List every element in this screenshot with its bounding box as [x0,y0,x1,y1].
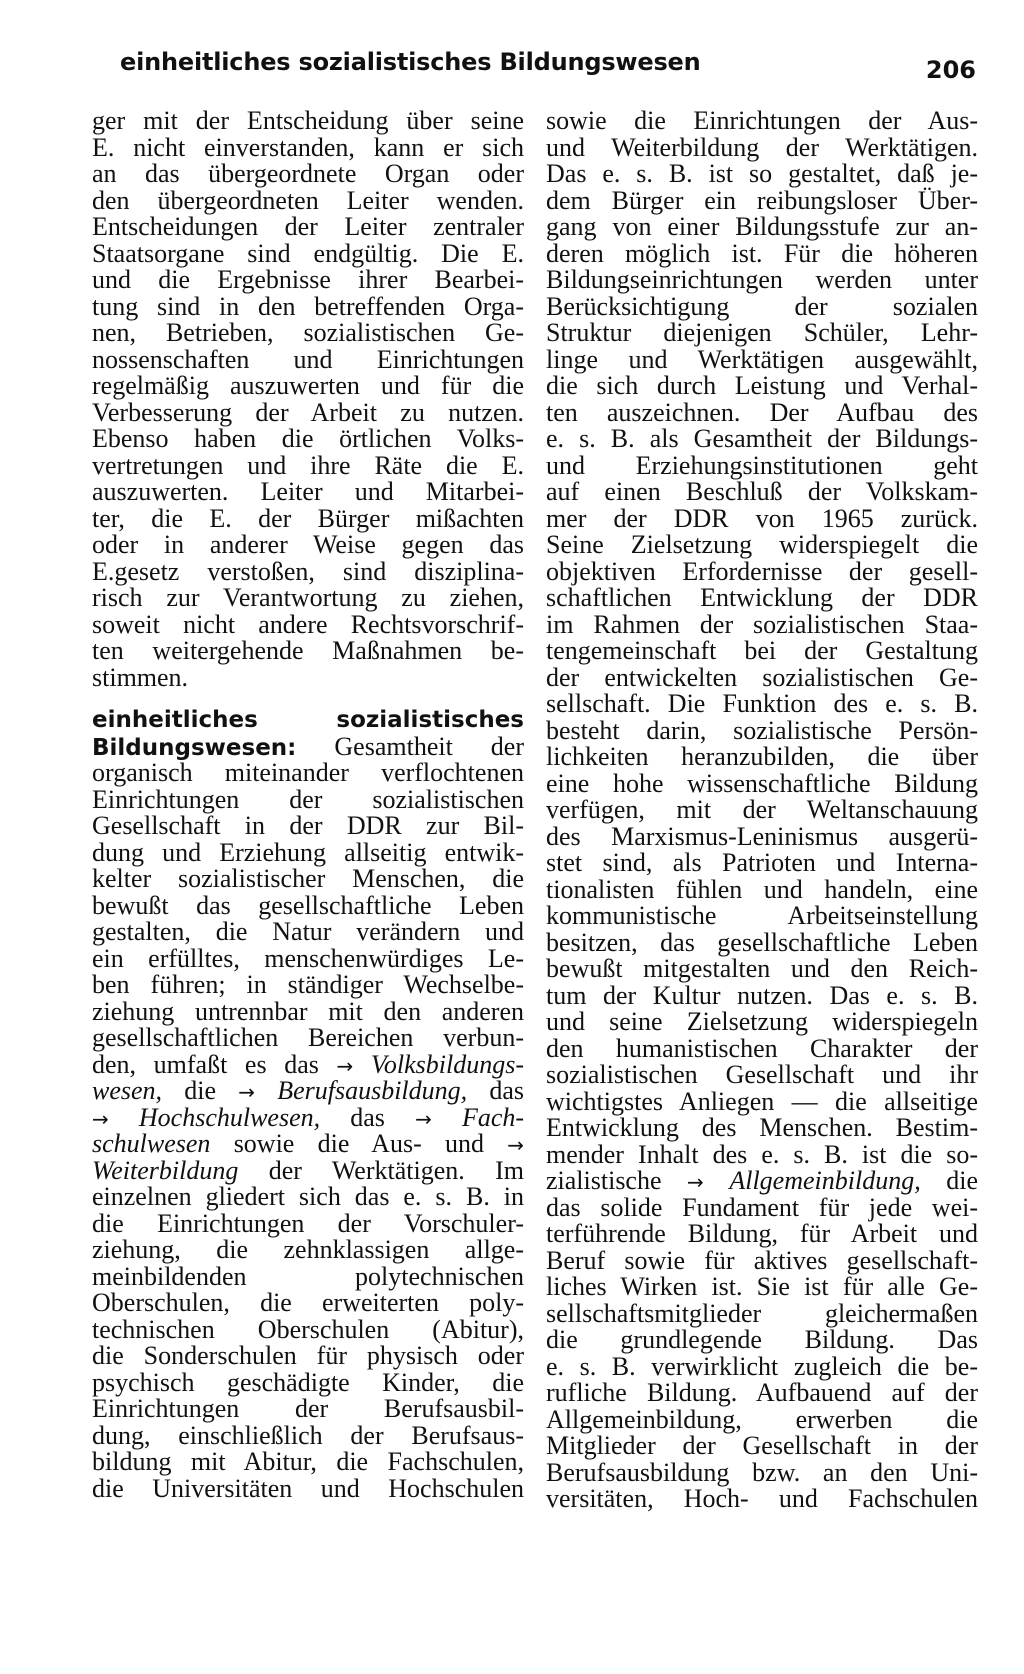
text-line: die sich durch Leistung und Verhal- [546,371,978,400]
entry-text-block-b [92,1184,524,1502]
text-line: rufliche Bildung. Aufbauend auf der [546,1378,978,1407]
text-line: Mitglieder der Gesellschaft in der [546,1431,978,1460]
text-line: ziehung untrennbar mit den anderen [92,996,524,1026]
text-line: sowie die Einrichtungen der Aus- [546,106,978,135]
text-line: Bildungseinrichtungen werden unter [546,265,978,294]
text-line: die grundlegende Bildung. Das [546,1325,978,1354]
text-line: auf einen Beschluß der Volkskam- [546,477,978,506]
entry-heading-term: Bildungswesen: [92,734,297,761]
text-line: dem Bürger ein reibungsloser Über- [546,185,978,215]
text-line: den übergeordneten Leiter wenden. [92,185,524,215]
text-line: wichtigstes Anliegen — die allseitige [546,1086,978,1116]
entry-line-crossref-2 [92,1078,524,1105]
text-line: Berufsausbildung bzw. an den Uni- [546,1457,978,1487]
right-column [546,108,978,1513]
text-line: nossenschaften und Einrichtungen [92,344,524,374]
text-line: sellschaftsmitglieder gleichermaßen [546,1298,978,1328]
text-line: schaftlichen Entwicklung der DDR [546,583,978,612]
text-line: terführende Bildung, für Arbeit und [546,1219,978,1248]
arrow-icon: → [238,1080,255,1104]
text-line: und Weiterbildung der Werktätigen. [546,132,978,162]
text-line: gang von einer Bildungsstufe zur an- [546,212,978,241]
text-line: sellschaft. Die Funktion des e. s. B. [546,689,978,718]
text-line: soweit nicht andere Rechtsvorschrif- [92,609,524,639]
crossref-fachschulwesen[interactable]: Fach- [461,1102,525,1132]
entry-heading-line-2 [92,731,525,761]
text-line: objektiven Erfordernisse der gesell- [546,556,978,586]
text-line: dung, einschließlich der Berufsaus- [92,1420,524,1450]
text-line: dung und Erziehung allseitig entwik- [92,837,524,867]
text-line: gesellschaftlichen Bereichen verbun- [92,1023,524,1052]
text-line: und Erziehungsinstitutionen geht [546,450,978,480]
entry-text-block-c [546,108,978,1168]
text-line: Entwicklung des Menschen. Bestim- [546,1113,978,1142]
text-line: eine hohe wissenschaftliche Bildung [546,768,978,798]
text-line: bildung mit Abitur, die Fachschulen, [92,1447,524,1476]
text-line: kelter sozialistischer Menschen, die [92,864,524,893]
entry-line-crossref-4 [92,1131,524,1158]
text-line: Gesellschaft in der DDR zur Bil- [92,811,524,840]
text-line: ein erfülltes, menschenwürdiges Le- [92,943,524,973]
text-line: die Einrichtungen der Vorschuler- [92,1208,524,1238]
text-line: Das e. s. B. ist so gestaltet, daß je- [546,159,978,188]
text-line: stet sind, als Patrioten und Interna- [546,848,978,877]
text-line: E.gesetz verstoßen, sind disziplina- [92,556,524,586]
text-line: kommunistische Arbeitseinstellung [546,901,978,930]
text-line: besteht darin, sozialistische Persön- [546,715,978,745]
entry-text-fragment: das [350,1102,385,1132]
crossref-weiterbildung[interactable]: Weiterbildung [92,1155,239,1185]
text-line: Seine Zielsetzung widerspiegelt die [546,530,978,559]
text-line: Entscheidungen der Leiter zentraler [92,212,524,241]
entry-line-crossref-1 [92,1049,524,1079]
page-number: 206 [925,56,976,84]
entry-text-fragment: der Werktätigen. Im [268,1155,524,1185]
text-line: risch zur Verantwortung zu ziehen, [92,583,524,612]
text-line: Verbesserung der Arbeit zu nutzen. [92,397,524,427]
arrow-icon: → [415,1106,432,1131]
entry-heading-line: einheitliches sozialistisches [92,707,524,733]
text-line: ben führen; in ständiger Wechselbe- [92,970,524,999]
text-line: Einrichtungen der sozialistischen [92,784,524,814]
text-line: vertretungen und ihre Räte die E. [92,450,524,480]
text-line: e. s. B. als Gesamtheit der Bildungs- [546,424,978,453]
entry-text-fragment: die [946,1166,978,1195]
text-line: mender Inhalt des e. s. B. ist die so- [546,1139,978,1169]
text-line: Beruf sowie für aktives gesellschaft- [546,1245,978,1275]
text-line: nen, Betrieben, sozialistischen Ge- [92,318,524,347]
crossref-berufsausbildung[interactable]: Berufsausbildung, [277,1076,468,1105]
text-line: tionalisten fühlen und handeln, eine [546,874,978,904]
text-line: bewußt das gesellschaftliche Leben [92,890,524,920]
entry-text-fragment: sowie die Aus- und [233,1129,484,1158]
text-line: technischen Oberschulen (Abitur), [92,1314,524,1344]
crossref-fachschulwesen-cont[interactable]: schulwesen [92,1129,211,1158]
text-line: ten weitergehende Maßnahmen be- [92,636,524,665]
text-line: meinbildenden polytechnischen [92,1261,524,1291]
text-line: die Sonderschulen für physisch oder [92,1341,524,1370]
entry-text-fragment: Gesamtheit der [334,731,525,761]
text-line: und die Ergebnisse ihrer Bearbei- [92,265,524,294]
text-line: an das übergeordnete Organ oder [92,159,524,188]
text-line: einzelnen gliedert sich das e. s. B. in [92,1182,524,1211]
text-line: organisch miteinander verflochtenen [92,758,524,787]
text-line: oder in anderer Weise gegen das [92,530,524,559]
text-line: und seine Zielsetzung widerspiegeln [546,1007,978,1036]
text-line: des Marxismus-Leninismus ausgerü- [546,821,978,851]
text-line: im Rahmen der sozialistischen Staa- [546,609,978,639]
text-line: Berücksichtigung der sozialen [546,291,978,321]
arrow-icon: → [92,1106,109,1131]
crossref-allgemeinbildung[interactable]: Allgemeinbildung, [729,1166,921,1195]
entry-text-fragment: das [489,1076,525,1105]
text-line: deren möglich ist. Für die höheren [546,238,978,268]
entry-line-crossref-6 [546,1168,978,1195]
text-line: ten auszeichnen. Der Aufbau des [546,397,978,427]
text-line: Einrichtungen der Berufsausbil- [92,1394,524,1423]
text-line: tum der Kultur nutzen. Das e. s. B. [546,980,978,1010]
text-line: ter, die E. der Bürger mißachten [92,503,524,533]
text-line: Ebenso haben die örtlichen Volks- [92,424,524,453]
entry-text-block-a [92,760,524,1052]
text-line: ger mit der Entscheidung über seine [92,106,524,135]
text-line: sozialistischen Gesellschaft und ihr [546,1060,978,1089]
text-line: Staatsorgane sind endgültig. Die E. [92,238,524,268]
text-line: stimmen. [92,662,189,692]
text-line: tung sind in den betreffenden Orga- [92,291,524,321]
text-line: regelmäßig auszuwerten und für die [92,371,524,400]
crossref-volksbildungswesen-cont[interactable]: wesen, [92,1076,163,1105]
text-line: die Universitäten und Hochschulen [92,1473,524,1503]
text-line: ziehung, die zehnklassigen allge- [92,1235,524,1264]
entry-text-fragment: den, umfaßt es das [92,1049,319,1079]
text-line: tengemeinschaft bei der Gestaltung [546,636,978,665]
running-head-title: einheitliches sozialistisches Bildungswesen [120,48,701,76]
arrow-icon: → [507,1133,525,1157]
text-line: liches Wirken ist. Sie ist für alle Ge- [546,1272,978,1301]
continued-entry-text [92,108,524,691]
entry-gap [92,691,524,707]
left-column [92,108,524,1502]
text-line: Oberschulen, die erweiterten poly- [92,1288,524,1317]
entry-text-block-d [546,1192,978,1513]
arrow-icon: → [336,1053,354,1078]
entry-line-crossref-3 [92,1102,525,1132]
arrow-icon: → [687,1170,704,1194]
text-line: Allgemeinbildung, erwerben die [546,1404,978,1434]
crossref-volksbildungswesen[interactable]: Volksbildungs- [370,1049,524,1079]
text-line: auszuwerten. Leiter und Mitarbei- [92,477,524,506]
text-line: bewußt mitgestalten und den Reich- [546,954,978,983]
text-line: das solide Fundament für jede wei- [546,1192,978,1222]
entry-line-crossref-5 [92,1155,524,1185]
entry-text-fragment: die [184,1076,217,1105]
text-line: lichkeiten heranzubilden, die über [546,742,978,771]
crossref-hochschulwesen[interactable]: Hochschulwesen, [138,1102,321,1132]
entry-text-fragment: zialistische [546,1166,662,1195]
text-line: Struktur diejenigen Schüler, Lehr- [546,318,978,347]
text-line: E. nicht einverstanden, kann er sich [92,132,524,162]
text-line: gestalten, die Natur verändern und [92,917,524,946]
text-line: mer der DDR von 1965 zurück. [546,503,978,533]
text-line: e. s. B. verwirklicht zugleich die be- [546,1351,978,1381]
text-line: den humanistischen Charakter der [546,1033,978,1063]
text-line: besitzen, das gesellschaftliche Leben [546,927,978,957]
text-line: der entwickelten sozialistischen Ge- [546,662,978,692]
text-line: verfügen, mit der Weltanschauung [546,795,978,824]
text-line: versitäten, Hoch- und Fachschulen [546,1484,978,1513]
text-line: linge und Werktätigen ausgewählt, [546,344,978,374]
text-line: psychisch geschädigte Kinder, die [92,1367,524,1397]
